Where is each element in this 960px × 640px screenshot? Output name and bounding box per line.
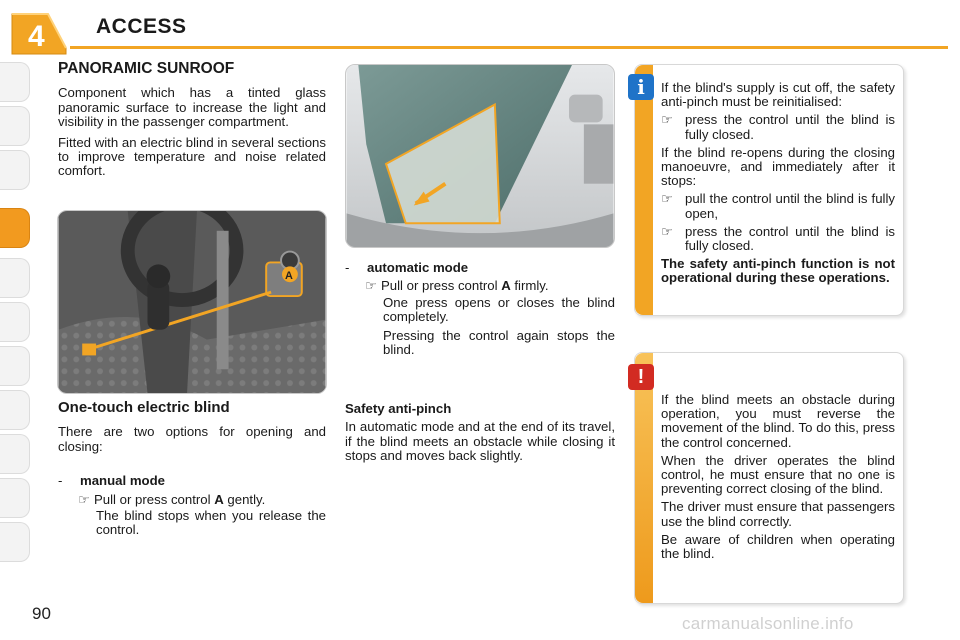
info-icon: i: [628, 74, 654, 100]
automatic-note: One press opens or closes the blind completely.: [383, 294, 615, 325]
intro-paragraph: Fitted with an electric blind in several sections to improve temperature and noise related comfort.: [58, 134, 326, 179]
page-number: 90: [32, 604, 51, 623]
info-bullet-text: press the control until the blind is fully closed.: [685, 112, 895, 142]
section-title: One-touch electric blind: [58, 399, 230, 416]
side-tab[interactable]: [0, 106, 30, 146]
automatic-mode-label: automatic mode: [367, 260, 469, 275]
control-key: A: [214, 491, 224, 507]
chapter-side-tabs: [0, 62, 34, 582]
section-title: PANORAMIC SUNROOF: [58, 60, 235, 77]
warning-box: [634, 352, 904, 604]
info-paragraph: If the blind re-opens during the closing manoeuvre, and immediately after it stops:: [661, 144, 895, 189]
side-tab[interactable]: [0, 258, 30, 298]
pointing-hand-icon: ☞: [78, 491, 90, 507]
side-tab[interactable]: [0, 522, 30, 562]
control-marker-a: A: [284, 270, 293, 283]
interior-control-photo: [57, 210, 327, 394]
warning-box-stripe: [635, 353, 653, 603]
anti-pinch-text: In automatic mode and at the end of its travel, if the blind meets an obstacle while closing it stops and moves back slightly.: [345, 419, 615, 464]
info-bullet: [661, 192, 895, 220]
step-text: gently.: [223, 491, 266, 507]
info-bullet-text: press the control until the blind is fully closed.: [685, 223, 895, 254]
side-tab[interactable]: [0, 62, 30, 102]
chapter-number: 4: [28, 20, 45, 53]
sunroof-photo: [345, 64, 615, 248]
automatic-mode-section: [345, 255, 615, 357]
manual-step: [58, 493, 326, 507]
side-tab-active[interactable]: [0, 208, 30, 248]
side-tab[interactable]: [0, 390, 30, 430]
step-text: firmly.: [510, 278, 549, 294]
control-key: A: [501, 278, 511, 294]
list-dash: -: [345, 260, 350, 275]
warning-paragraph: If the blind meets an obstacle during operation, you must reverse the movement of the blind. To do this, press the control concerned.: [661, 392, 895, 450]
list-dash: -: [58, 473, 63, 489]
warning-paragraph: The driver must ensure that passengers use the blind correctly.: [661, 499, 895, 529]
one-touch-blind-section: [58, 401, 326, 538]
step-text: Pull or press control: [381, 278, 502, 294]
side-tab[interactable]: [0, 478, 30, 518]
pointing-hand-icon: ☞: [365, 278, 377, 294]
warning-box-body: [661, 393, 895, 565]
step-text: Pull or press control: [94, 491, 215, 507]
pointing-hand-icon: ☞: [661, 191, 673, 207]
anti-pinch-section: [345, 402, 615, 470]
info-bullet: [661, 113, 895, 141]
chapter-title: ACCESS: [96, 15, 187, 38]
pointing-hand-icon: ☞: [661, 112, 673, 128]
pointing-hand-icon: ☞: [661, 223, 673, 239]
warning-icon: !: [628, 364, 654, 390]
manual-mode-heading: [58, 474, 326, 488]
manual-mode-label: manual mode: [80, 473, 166, 489]
intro-paragraph: Component which has a tinted glass panoramic surface to increase the light and visibility in the passenger compartment.: [58, 85, 326, 130]
side-tab[interactable]: [0, 434, 30, 474]
anti-pinch-title: Safety anti-pinch: [345, 401, 452, 416]
info-paragraph: If the blind's supply is cut off, the safety anti-pinch must be reinitialised:: [661, 80, 895, 110]
info-box-body: [661, 81, 895, 290]
automatic-mode-heading: [345, 261, 615, 275]
info-box-stripe: [635, 65, 653, 315]
manual-note: The blind stops when you release the control.: [96, 508, 326, 538]
side-tab[interactable]: [0, 302, 30, 342]
info-bullet: [661, 225, 895, 253]
watermark: carmanualsonline.info: [682, 614, 854, 633]
side-tab[interactable]: [0, 150, 30, 190]
chapter-tab-icon: [8, 8, 70, 60]
warning-paragraph: When the driver operates the blind control, he must ensure that no one is preventing correct closing of the blind.: [661, 452, 895, 497]
info-bullet-text: pull the control until the blind is fully open,: [685, 191, 895, 221]
automatic-note: Pressing the control again stops the blind.: [383, 327, 615, 358]
blind-intro: There are two options for opening and closing:: [58, 424, 326, 454]
warning-paragraph: Be aware of children when operating the blind.: [661, 531, 895, 562]
side-tab[interactable]: [0, 346, 30, 386]
info-box: [634, 64, 904, 316]
automatic-step: [345, 279, 615, 293]
sunroof-intro: [58, 62, 326, 185]
header-rule: [70, 46, 948, 49]
info-bold-note: The safety anti-pinch function is not operational during these operations.: [661, 256, 895, 286]
